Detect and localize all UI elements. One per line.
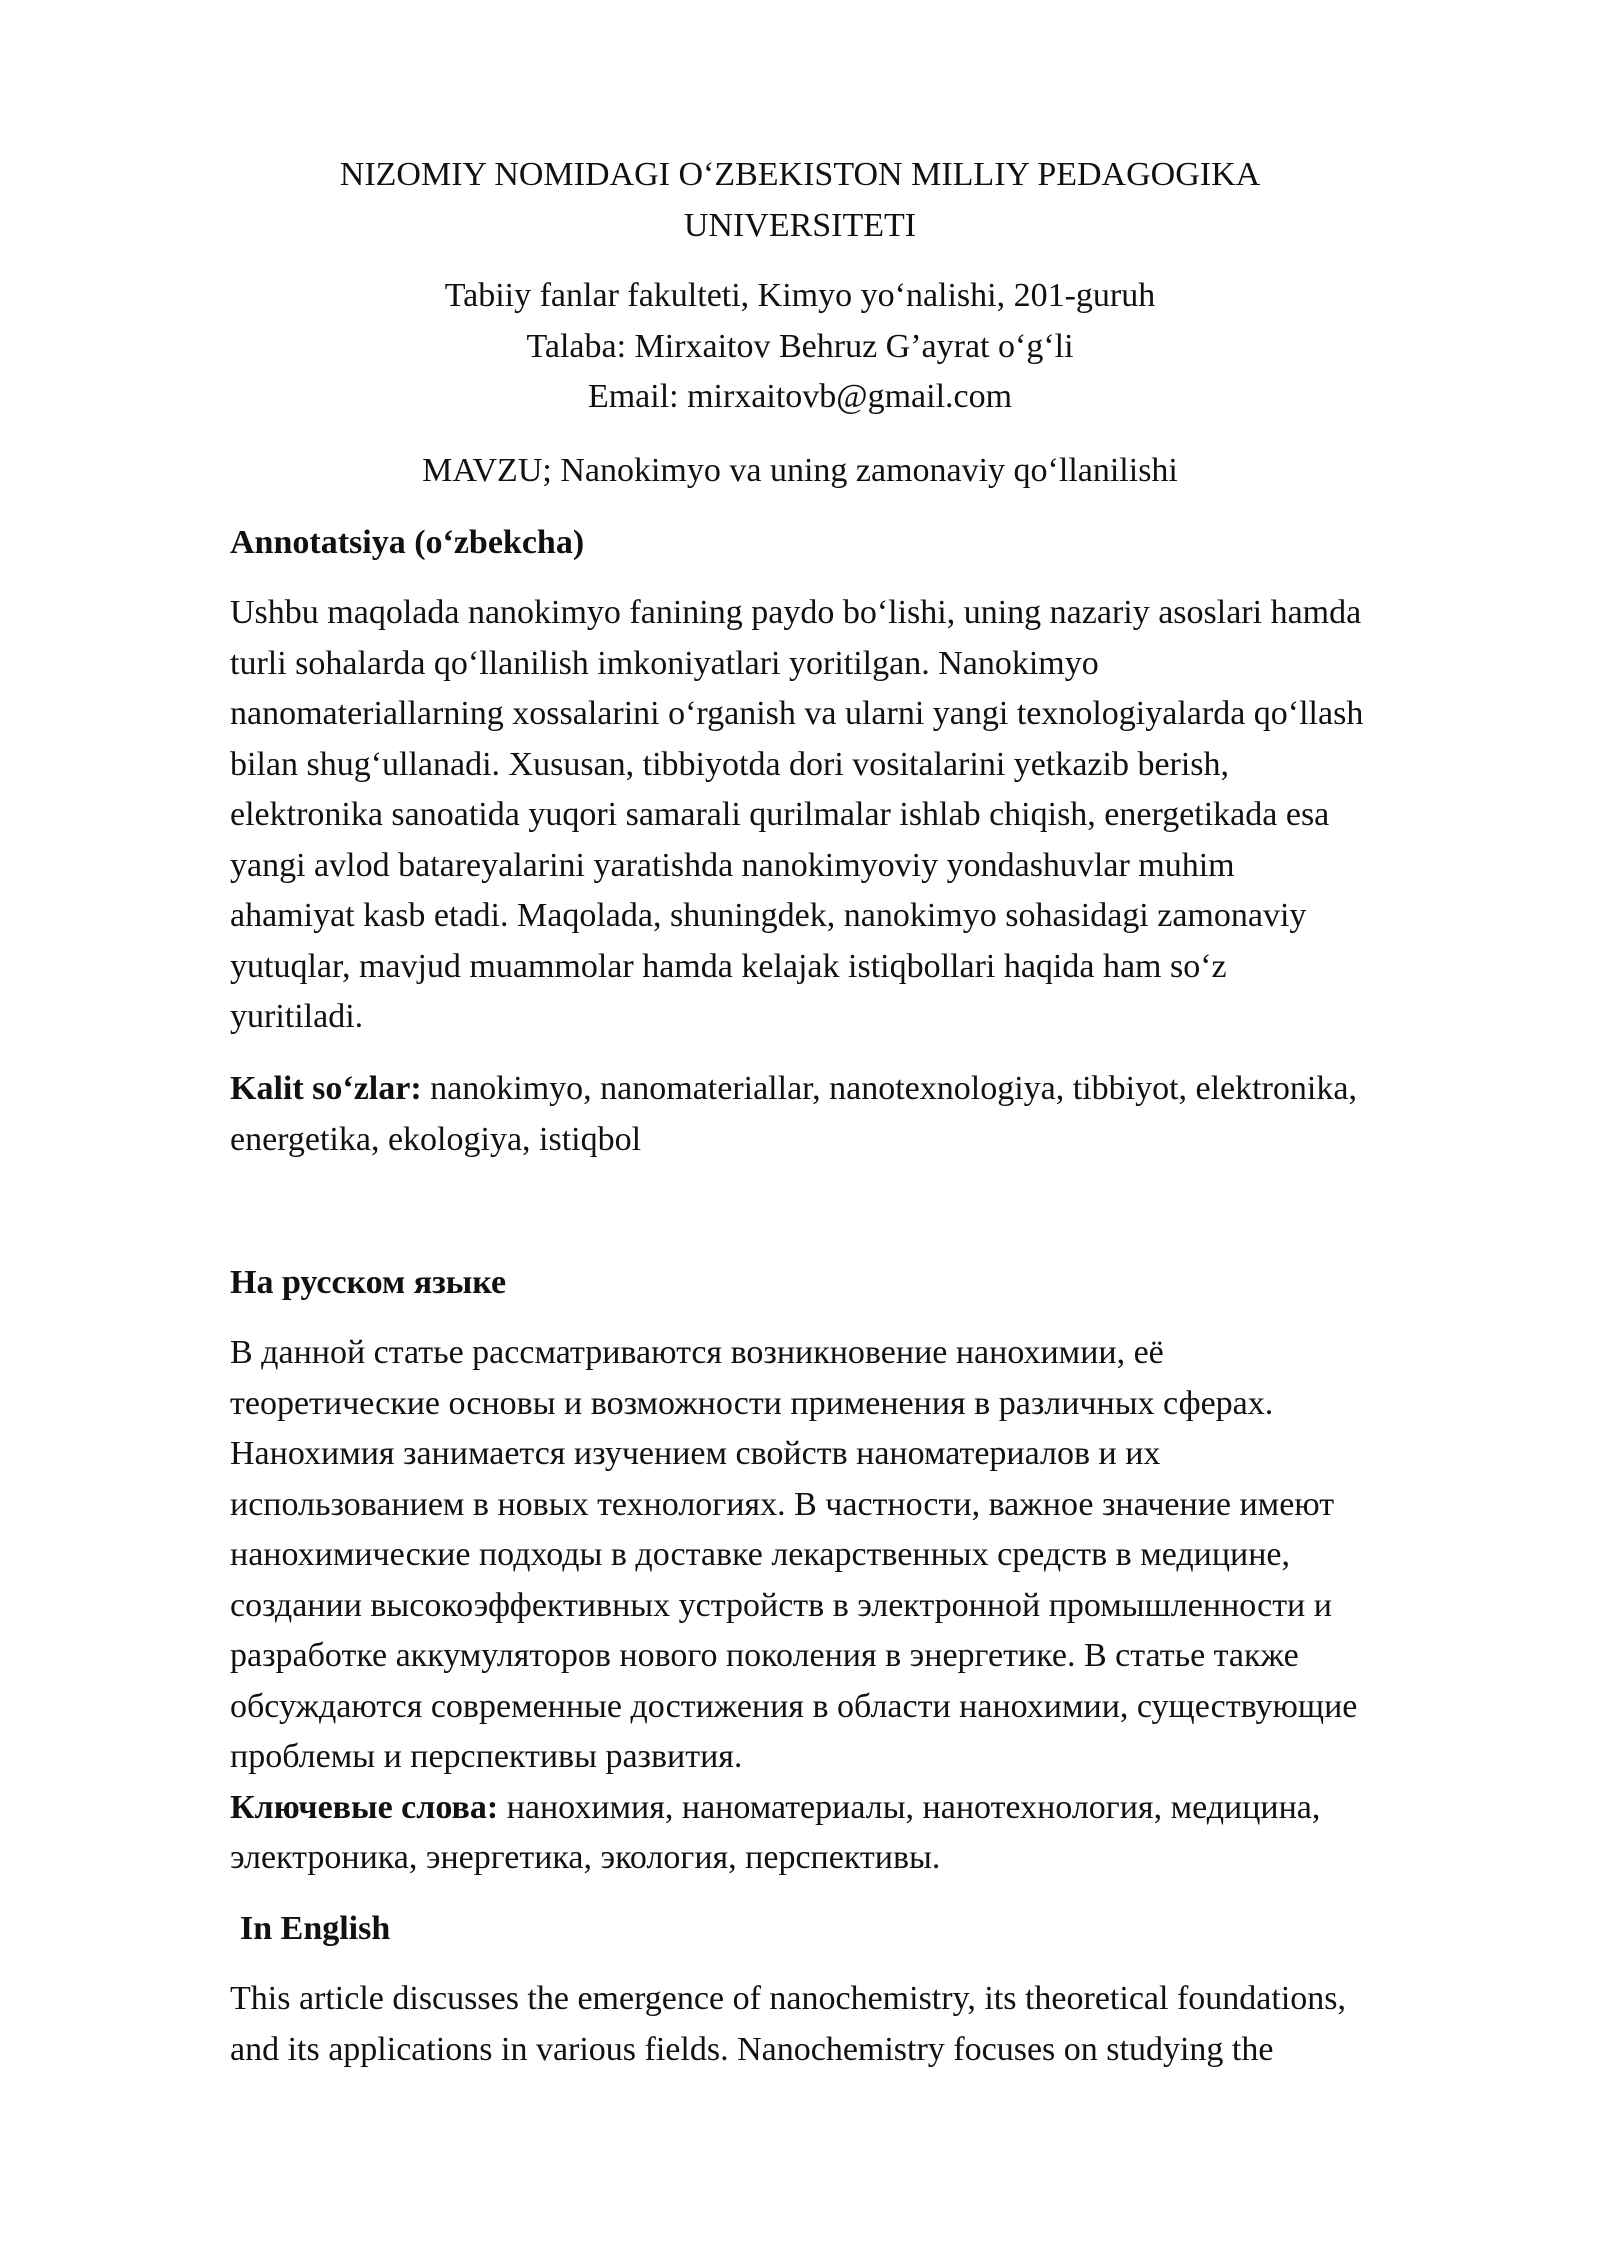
university-title-line1: NIZOMIY NOMIDAGI O‘ZBEKISTON MILLIY PEDAGOGIKA: [339, 156, 1261, 193]
uzbek-line: yuritiladi.: [230, 998, 364, 1035]
student-line: Talaba: Mirxaitov Behruz G’ayrat o‘g‘li: [526, 327, 1074, 365]
uzbek-keywords-values: nanokimyo, nanomateriallar, nanotexnologiya, tibbiyot, elektronika,: [421, 1070, 1357, 1107]
uzbek-keywords-line2: energetika, ekologiya, istiqbol: [230, 1120, 642, 1158]
uzbek-annotation-heading: Annotatsiya (o‘zbekcha): [230, 524, 585, 561]
uzbek-line: nanomateriallarning xossalarini o‘rganish va ularni yangi texnologiyalarda qo‘llash: [230, 695, 1364, 732]
russian-keywords-line2: электроника, энергетика, экология, перспективы.: [230, 1839, 941, 1876]
uzbek-line: bilan shug‘ullanadi. Xususan, tibbiyotda dori vositalarini yetkazib berish,: [230, 745, 1230, 783]
english-line: and its applications in various fields. Nanochemistry focuses on studying the: [230, 2030, 1274, 2068]
russian-keywords-values: нанохимия, наноматериалы, нанотехнология, медицина,: [498, 1788, 1321, 1826]
russian-line: Нанохимия занимается изучением свойств наноматериалов и их: [230, 1435, 1161, 1472]
russian-annotation-heading: На русском языке: [230, 1264, 507, 1301]
russian-line: обсуждаются современные достижения в области нанохимии, существующие: [230, 1687, 1358, 1725]
russian-line: нанохимические подходы в доставке лекарственных средств в медицине,: [230, 1536, 1291, 1573]
english-annotation-text: [230, 1974, 1500, 2075]
faculty-line: Tabiiy fanlar fakulteti, Kimyo yo‘nalishi, 201-guruh: [444, 277, 1156, 314]
russian-line: проблемы и перспективы развития.: [230, 1738, 743, 1775]
uzbek-line: Ushbu maqolada nanokimyo fanining paydo bo‘lishi, uning nazariy asoslari hamda: [230, 594, 1362, 631]
russian-line: В данной статье рассматриваются возникновение нанохимии, её: [230, 1334, 1164, 1371]
russian-keywords-label: Ключевые слова:: [230, 1788, 499, 1826]
uzbek-line: turli sohalarda qo‘llanilish imkoniyatlari yoritilgan. Nanokimyo: [230, 644, 1099, 682]
university-title-line2: UNIVERSITETI: [683, 206, 917, 244]
uzbek-keywords-label: Kalit so‘zlar:: [230, 1070, 422, 1107]
university-title: [0, 150, 1600, 251]
russian-line: теоретические основы и возможности применения в различных сферах.: [230, 1384, 1274, 1422]
email-line: Email: mirxaitovb@gmail.com: [587, 378, 1013, 415]
russian-line: создании высокоэффективных устройств в электронной промышленности и: [230, 1586, 1332, 1624]
topic-line: MAVZU; Nanokimyo va uning zamonaviy qo‘llanilishi: [422, 452, 1178, 489]
russian-annotation-text: [230, 1328, 1500, 1884]
uzbek-line: ahamiyat kasb etadi. Maqolada, shuningdek, nanokimyo sohasidagi zamonaviy: [230, 897, 1307, 934]
uzbek-line: elektronika sanoatida yuqori samarali qurilmalar ishlab chiqish, energetikada esa: [230, 796, 1330, 833]
uzbek-keywords: [230, 1064, 1500, 1165]
uzbek-line: yangi avlod batareyalarini yaratishda nanokimyoviy yondashuvlar muhim: [230, 846, 1235, 884]
author-info: [0, 271, 1600, 423]
russian-line: разработке аккумуляторов нового поколения в энергетике. В статье также: [230, 1637, 1299, 1674]
uzbek-line: yutuqlar, mavjud muammolar hamda kelajak istiqbollari haqida ham so‘z: [230, 947, 1227, 985]
uzbek-keywords-line1: [230, 1064, 1500, 1115]
russian-keywords-line1: [230, 1783, 1500, 1834]
english-annotation-heading: In English: [240, 1910, 391, 1947]
uzbek-annotation-text: [230, 588, 1500, 1043]
russian-line: использованием в новых технологиях. В частности, важное значение имеют: [230, 1485, 1335, 1523]
english-line: This article discusses the emergence of nanochemistry, its theoretical foundations,: [230, 1980, 1346, 2017]
